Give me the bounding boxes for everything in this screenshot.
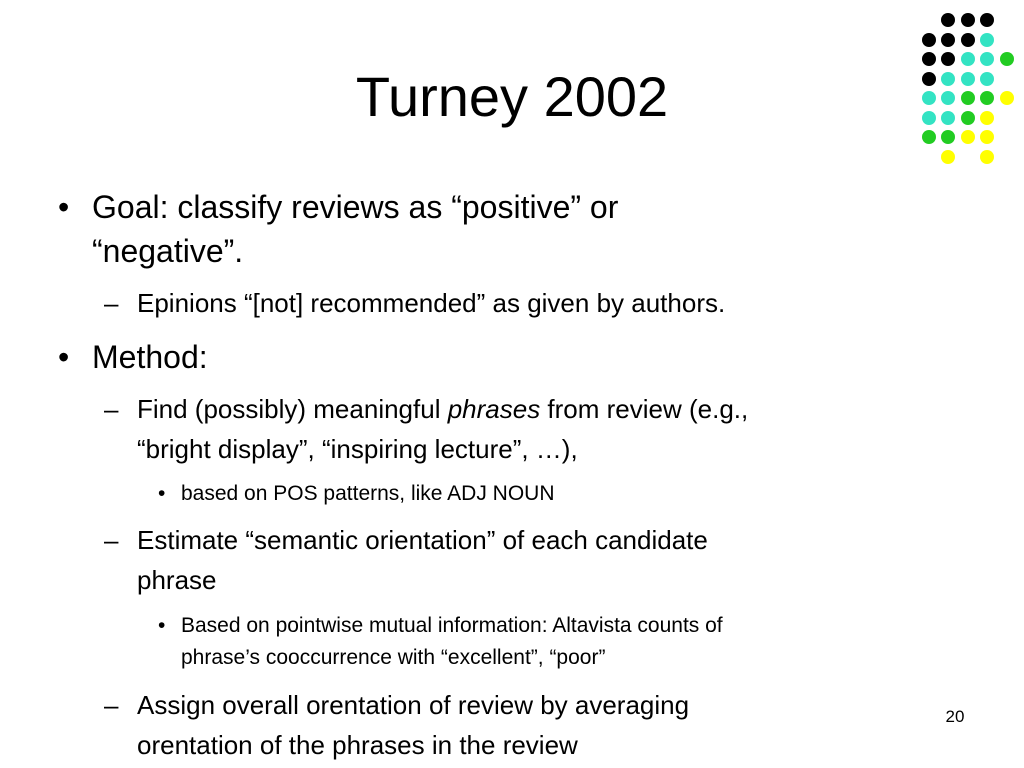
sub-sub-bullet-pos-patterns: based on POS patterns, like ADJ NOUN [181,482,555,505]
find-suffix: from review (e.g., [540,394,749,424]
dash-marker: – [104,690,119,720]
find-emphasis: phrases [447,394,541,424]
dash-marker: – [104,525,119,555]
small-bullet-marker: • [158,482,166,505]
bullet-goal-line-2: “negative”. [92,233,244,269]
dash-marker: – [104,288,119,318]
sub-bullet-epinions: Epinions “[not] recommended” as given by authors. [137,288,726,318]
bullet-goal-line-1: Goal: classify reviews as “positive” or [92,189,619,225]
sub-bullet-assign-line-2: orentation of the phrases in the review [137,730,578,760]
sub-sub-bullet-pmi-line-2: phrase’s cooccurrence with “excellent”, “poor” [181,646,606,669]
sub-bullet-estimate-line-1: Estimate “semantic orientation” of each candidate [137,525,708,555]
find-prefix: Find (possibly) meaningful [137,394,448,424]
bullet-marker: • [58,339,70,375]
sub-bullet-find-line-1 [137,392,748,426]
small-bullet-marker: • [158,614,166,637]
bullet-marker: • [58,189,70,225]
slide-title: Turney 2002 [355,65,669,128]
sub-bullet-assign-line-1: Assign overall orentation of review by averaging [137,690,690,720]
sub-bullet-find-line-2: “bright display”, “inspiring lecture”, …), [137,434,578,464]
bullet-method: Method: [92,339,208,375]
page-number: 20 [945,707,965,726]
dash-marker: – [104,394,119,424]
sub-bullet-estimate-line-2: phrase [137,565,217,595]
sub-sub-bullet-pmi-line-1: Based on pointwise mutual information: Altavista counts of [181,614,723,637]
